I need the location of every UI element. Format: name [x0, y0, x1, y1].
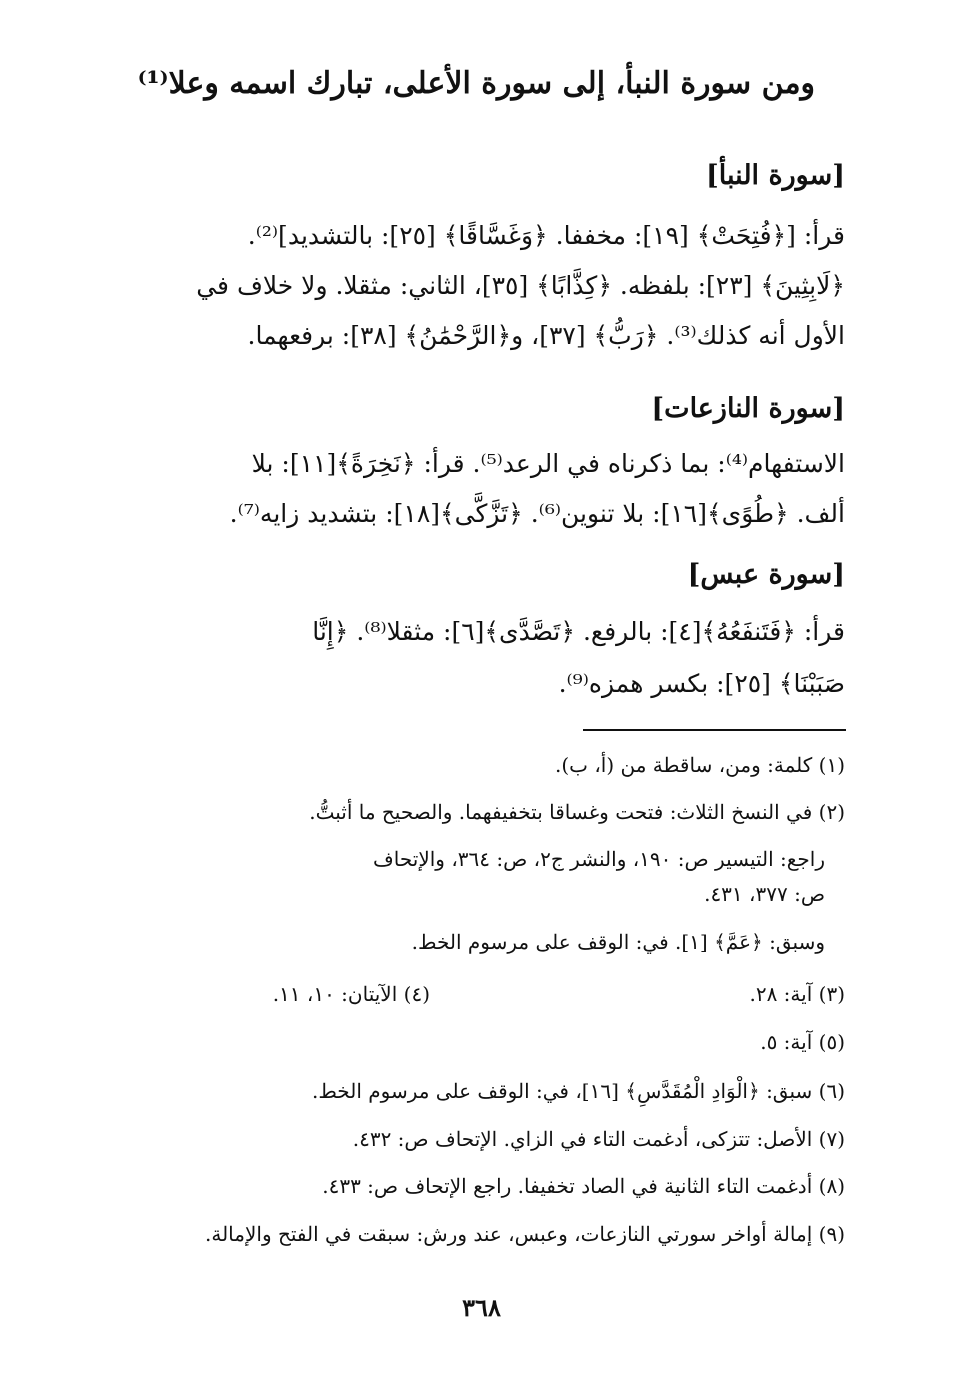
footnote: (٦) سبق: ﴿الْوَادِ الْمُقَدَّسِ﴾ [١٦]، في: الوقف على مرسوم الخط.	[311, 1079, 845, 1103]
footnote-divider	[583, 729, 846, 731]
page-heading: ومن سورة النبأ، إلى سورة الأعلى، تبارك اسمه وعلا⁽¹⁾	[137, 66, 815, 101]
footnote: (٤) الآيتان: ١٠، ١١.	[272, 982, 430, 1006]
body-line: قرأ: ﴿فَتَنفَعُهُ﴾[٤]: بالرفع. ﴿تَصَّدَّى﴾[٦]: مثقلا⁽⁸⁾. ﴿إِنَّا	[312, 617, 845, 646]
body-line: قرأ: [﴿فُتِحَتْ﴾ [١٩]: مخففا. ﴿وَغَسَّاقًا﴾ [٢٥]: بالتشديد]⁽²⁾.	[247, 221, 845, 250]
footnote: (٧) الأصل: تتزكى، أدغمت التاء في الزاي. الإتحاف ص: ٤٣٢.	[352, 1127, 845, 1151]
section-title-abasa: [سورة عبس]	[687, 559, 845, 590]
body-line: صَبَبْنَا﴾ [٢٥]: بكسر همزه⁽⁹⁾.	[558, 669, 845, 698]
footnote: وسبق: ﴿عَمَّ﴾ [١]. في: الوقف على مرسوم الخط.	[411, 930, 825, 954]
footnote: (٥) آية: ٥.	[760, 1030, 845, 1054]
footnote: (٢) في النسخ الثلاث: فتحت وغساقا بتخفيفهما. والصحيح ما أثبتُّ.	[309, 800, 845, 824]
footnote: (٣) آية: ٢٨.	[749, 982, 845, 1006]
section-title-naziat: [سورة النازعات]	[651, 393, 845, 424]
body-line: الاستفهام⁽⁴⁾: بما ذكرناه في الرعد⁽⁵⁾. قرأ: ﴿نَخِرَةً﴾[١١]: بلا	[251, 449, 845, 478]
section-title-naba: [سورة النبأ]	[706, 160, 845, 191]
footnote: (١) كلمة: ومن، ساقطة من (أ، ب).	[554, 753, 845, 777]
footnote: ص: ٣٧٧، ٤٣١.	[704, 882, 825, 906]
footnote: (٩) إمالة أواخر سورتي النازعات، وعبس، عند ورش: سبقت في الفتح والإمالة.	[205, 1222, 845, 1246]
body-line: ﴿لَابِثِينَ﴾ [٢٣]: بلفظه. ﴿كِذَّابًا﴾ [٣٥]، الثاني: مثقلا. ولا خلاف في	[196, 271, 845, 300]
body-line: الأول أنه كذلك⁽³⁾. ﴿رَبُّ﴾ [٣٧]، و﴿الرَّحْمَٰنُ﴾ [٣٨]: برفعهما.	[247, 321, 845, 350]
footnote: راجع: التيسير ص: ١٩٠، والنشر ج٢، ص: ٣٦٤، والإتحاف	[373, 847, 825, 871]
page-number: ٣٦٨	[462, 1293, 501, 1322]
footnote: (٨) أدغمت التاء الثانية في الصاد تخفيفا. راجع الإتحاف ص: ٤٣٣.	[322, 1174, 845, 1198]
body-line: ألف. ﴿طُوًى﴾[١٦]: بلا تنوين⁽⁶⁾. ﴿تَزَّكَّى﴾[١٨]: بتشديد زايه⁽⁷⁾.	[229, 499, 845, 528]
